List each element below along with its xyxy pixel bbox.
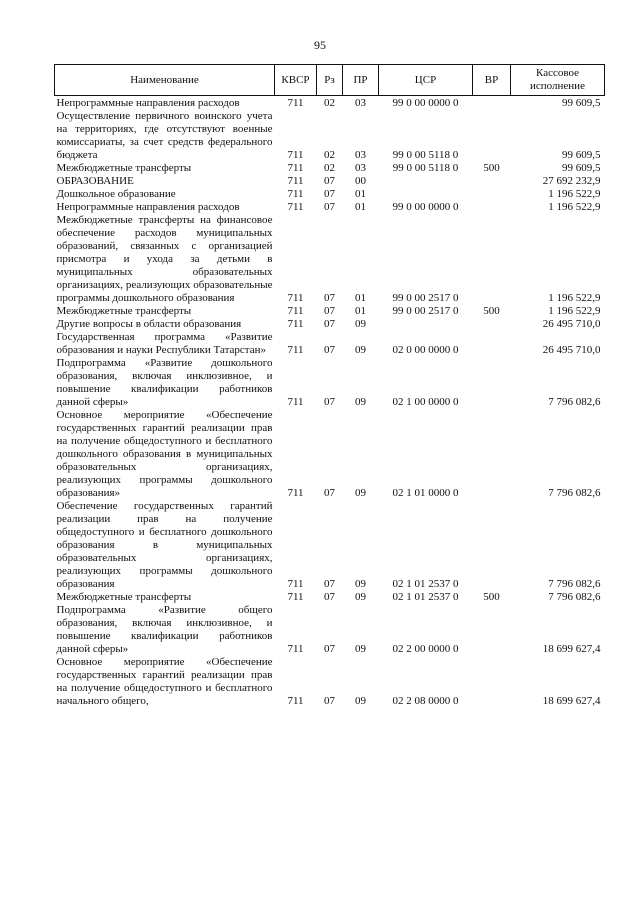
row-amount: 7 796 082,6	[548, 578, 601, 590]
row-vr	[473, 175, 511, 188]
row-rz: 02	[324, 149, 335, 161]
row-name: Непрограммные направления расходов	[56, 97, 240, 109]
header-amount: Кассовое исполнение	[511, 65, 605, 96]
row-kvsr: 711	[287, 201, 304, 213]
row-csr: 02 0 00 0000 0	[392, 344, 459, 356]
row-name: Обеспечение государственных гарантий реализации прав на получение общедоступного и бесплатного дошкольного образования в муниципальных образовательных организациях, реализующих программы дошкольного образования	[56, 500, 273, 590]
row-rz: 07	[324, 695, 335, 707]
row-vr	[473, 96, 511, 111]
row-kvsr: 711	[287, 318, 304, 330]
table-row	[55, 357, 605, 409]
row-amount: 1 196 522,9	[548, 201, 601, 213]
row-csr: 02 1 01 2537 0	[392, 591, 459, 603]
row-amount: 1 196 522,9	[548, 292, 601, 304]
row-pr: 01	[355, 201, 366, 213]
table-row	[55, 409, 605, 500]
row-vr	[473, 201, 511, 214]
row-kvsr: 711	[287, 578, 304, 590]
table-row	[55, 162, 605, 175]
row-csr: 99 0 00 5118 0	[392, 162, 459, 174]
row-rz: 07	[324, 344, 335, 356]
row-rz: 07	[324, 305, 335, 317]
table-row	[55, 201, 605, 214]
row-kvsr: 711	[287, 344, 304, 356]
table-row	[55, 214, 605, 305]
table-row	[55, 318, 605, 331]
row-name: Межбюджетные трансферты	[56, 162, 192, 174]
row-vr: 500	[483, 162, 500, 174]
row-csr	[379, 188, 473, 201]
row-csr: 02 2 00 0000 0	[392, 643, 459, 655]
table-row	[55, 110, 605, 162]
row-rz: 02	[324, 162, 335, 174]
table-row	[55, 656, 605, 708]
row-csr: 99 0 00 0000 0	[392, 201, 459, 213]
row-vr	[473, 188, 511, 201]
row-rz: 07	[324, 318, 335, 330]
row-csr: 99 0 00 5118 0	[392, 149, 459, 161]
row-amount: 7 796 082,6	[548, 487, 601, 499]
row-name: ОБРАЗОВАНИЕ	[56, 175, 134, 187]
table-body	[55, 96, 605, 709]
row-rz: 07	[324, 643, 335, 655]
budget-table	[54, 64, 605, 708]
row-name: Непрограммные направления расходов	[56, 201, 240, 213]
row-kvsr: 711	[287, 97, 304, 109]
table-row	[55, 604, 605, 656]
row-vr: 500	[483, 305, 500, 317]
row-amount: 1 196 522,9	[548, 305, 601, 317]
row-name: Межбюджетные трансферты	[56, 591, 192, 603]
row-amount: 18 699 627,4	[542, 643, 601, 655]
row-pr: 09	[355, 487, 366, 499]
row-pr: 09	[355, 591, 366, 603]
row-rz: 07	[324, 487, 335, 499]
row-amount: 99 609,5	[562, 149, 601, 161]
row-kvsr: 711	[287, 305, 304, 317]
row-rz: 07	[324, 578, 335, 590]
row-pr: 01	[355, 188, 366, 200]
row-vr: 500	[483, 591, 500, 603]
table-header-row	[55, 65, 605, 96]
row-name: Осуществление первичного воинского учета на территориях, где отсутствуют военные комиссариаты, за счет средств федерального бюджета	[56, 110, 273, 161]
table-row	[55, 500, 605, 591]
row-rz: 07	[324, 396, 335, 408]
header-rz: Рз	[317, 65, 343, 96]
row-amount: 7 796 082,6	[548, 396, 601, 408]
row-kvsr: 711	[287, 162, 304, 174]
table-row	[55, 591, 605, 604]
header-pr: ПР	[343, 65, 379, 96]
row-vr	[473, 318, 511, 331]
table-row	[55, 305, 605, 318]
row-kvsr: 711	[287, 175, 304, 187]
row-vr	[473, 110, 511, 162]
row-amount: 7 796 082,6	[548, 591, 601, 603]
header-kvsr: КВСР	[275, 65, 317, 96]
row-rz: 07	[324, 188, 335, 200]
row-kvsr: 711	[287, 591, 304, 603]
row-vr	[473, 409, 511, 500]
row-name: Подпрограмма «Развитие дошкольного образования, включая инклюзивное, и повышение квалификации работников данной сферы»	[56, 357, 273, 408]
header-vr: ВР	[473, 65, 511, 96]
row-csr: 02 1 01 2537 0	[392, 578, 459, 590]
row-kvsr: 711	[287, 292, 304, 304]
row-amount: 26 495 710,0	[542, 344, 601, 356]
row-kvsr: 711	[287, 188, 304, 200]
row-pr: 09	[355, 643, 366, 655]
row-pr: 09	[355, 396, 366, 408]
row-pr: 00	[355, 175, 366, 187]
row-kvsr: 711	[287, 396, 304, 408]
header-name: Наименование	[55, 65, 275, 96]
row-vr	[473, 656, 511, 708]
row-kvsr: 711	[287, 149, 304, 161]
row-csr	[379, 175, 473, 188]
row-csr: 02 1 00 0000 0	[392, 396, 459, 408]
table-row	[55, 96, 605, 111]
row-csr	[379, 318, 473, 331]
row-amount: 27 692 232,9	[542, 175, 601, 187]
row-csr: 99 0 00 0000 0	[392, 97, 459, 109]
row-pr: 03	[355, 149, 366, 161]
table-row	[55, 188, 605, 201]
row-name: Межбюджетные трансферты	[56, 305, 192, 317]
header-csr: ЦСР	[379, 65, 473, 96]
row-name: Другие вопросы в области образования	[56, 318, 242, 330]
row-csr: 99 0 00 2517 0	[392, 292, 459, 304]
row-csr: 02 2 08 0000 0	[392, 695, 459, 707]
row-pr: 09	[355, 578, 366, 590]
row-name: Основное мероприятие «Обеспечение государственных гарантий реализации прав на получение общедоступного и бесплатного дошкольного образования в муниципальных образовательных организациях, реализующих программы дошкольного образования»	[56, 409, 273, 499]
row-vr	[473, 500, 511, 591]
row-pr: 01	[355, 305, 366, 317]
row-name: Основное мероприятие «Обеспечение государственных гарантий реализации прав на получение общедоступного и бесплатного начального общего,	[56, 656, 273, 707]
row-pr: 01	[355, 292, 366, 304]
row-kvsr: 711	[287, 487, 304, 499]
row-amount: 99 609,5	[562, 97, 601, 109]
row-kvsr: 711	[287, 695, 304, 707]
row-rz: 07	[324, 175, 335, 187]
row-vr	[473, 214, 511, 305]
row-amount: 1 196 522,9	[548, 188, 601, 200]
row-csr: 02 1 01 0000 0	[392, 487, 459, 499]
row-vr	[473, 357, 511, 409]
row-pr: 03	[355, 162, 366, 174]
row-pr: 09	[355, 344, 366, 356]
row-pr: 09	[355, 695, 366, 707]
row-vr	[473, 604, 511, 656]
table-row	[55, 331, 605, 357]
row-name: Дошкольное образование	[56, 188, 176, 200]
row-kvsr: 711	[287, 643, 304, 655]
row-pr: 03	[355, 97, 366, 109]
row-amount: 26 495 710,0	[542, 318, 601, 330]
row-amount: 18 699 627,4	[542, 695, 601, 707]
row-amount: 99 609,5	[562, 162, 601, 174]
row-name: Межбюджетные трансферты на финансовое обеспечение расходов муниципальных образований, связанных с организацией присмотра и ухода за детьми в муниципальных образовательных организациях, реализующих образовательные программы дошкольного образования	[56, 214, 273, 304]
row-name: Подпрограмма «Развитие общего образования, включая инклюзивное, и повышение квалификации работников данной сферы»	[56, 604, 273, 655]
page-number: 95	[314, 38, 326, 52]
row-rz: 07	[324, 591, 335, 603]
table-row	[55, 175, 605, 188]
row-pr: 09	[355, 318, 366, 330]
row-csr: 99 0 00 2517 0	[392, 305, 459, 317]
row-rz: 02	[324, 97, 335, 109]
row-vr	[473, 331, 511, 357]
row-rz: 07	[324, 292, 335, 304]
row-name: Государственная программа «Развитие образования и науки Республики Татарстан»	[56, 331, 273, 356]
row-rz: 07	[324, 201, 335, 213]
